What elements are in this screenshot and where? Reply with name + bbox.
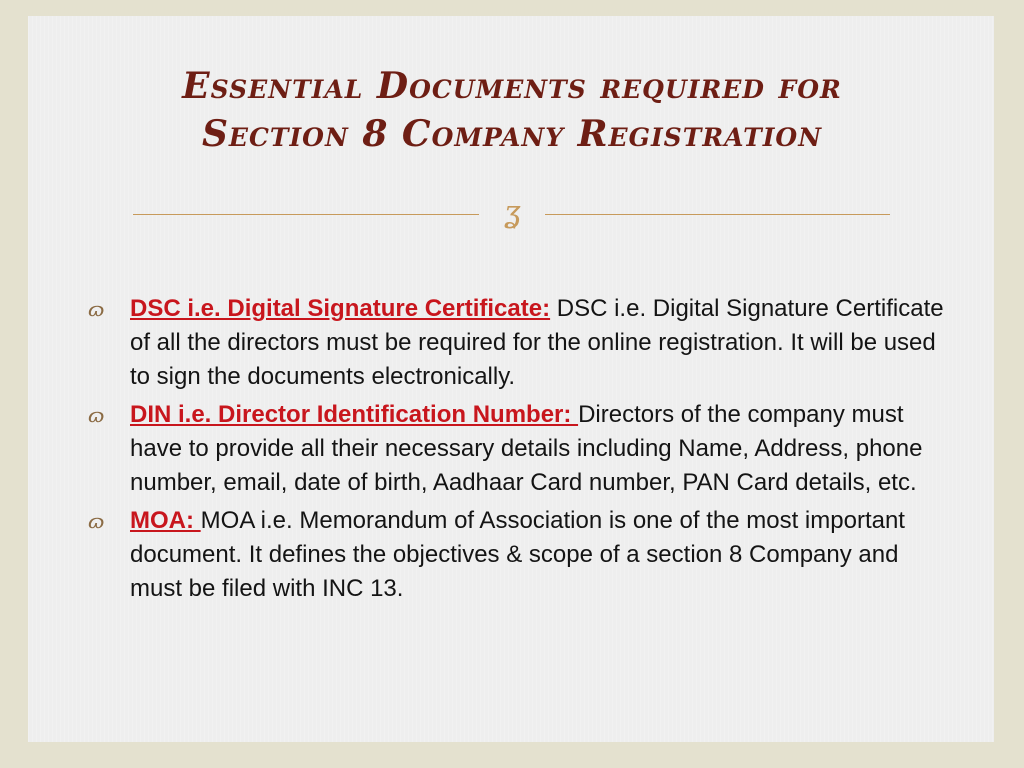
item-text: Directors of the company must have to provide all their necessary details including Name, Address, phone number, email, date of birth, Aadhaar Card number, PAN Card details, etc. [130, 401, 923, 496]
bullet-icon: ɷ [88, 297, 105, 321]
list-item-din [88, 398, 948, 500]
item-term: MOA: [130, 507, 201, 534]
item-text: MOA i.e. Memorandum of Association is one of the most important document. It defines the objectives & scope of a section 8 Company and must be filed with INC 13. [130, 507, 905, 602]
divider-line-right [545, 214, 890, 215]
document-list [88, 292, 948, 610]
list-item-dsc [88, 292, 948, 394]
divider-line-left [133, 214, 479, 215]
item-term: DIN i.e. Director Identification Number: [130, 401, 579, 428]
title-divider [133, 196, 890, 230]
item-term: DSC i.e. Digital Signature Certificate: [130, 295, 551, 322]
divider-ornament-icon: ʓ [503, 195, 521, 230]
item-text: DSC i.e. Digital Signature Certificate of all the directors must be required for the online registration. It will be used to sign the documents electronically. [130, 295, 944, 390]
slide-title-line-1: Essential Documents required for [182, 65, 842, 107]
slide-title [0, 62, 1024, 158]
bullet-icon: ɷ [88, 403, 105, 427]
list-item-moa [88, 504, 948, 606]
slide-title-line-2: Section 8 Company Registration [201, 113, 823, 155]
bullet-icon: ɷ [88, 509, 105, 533]
